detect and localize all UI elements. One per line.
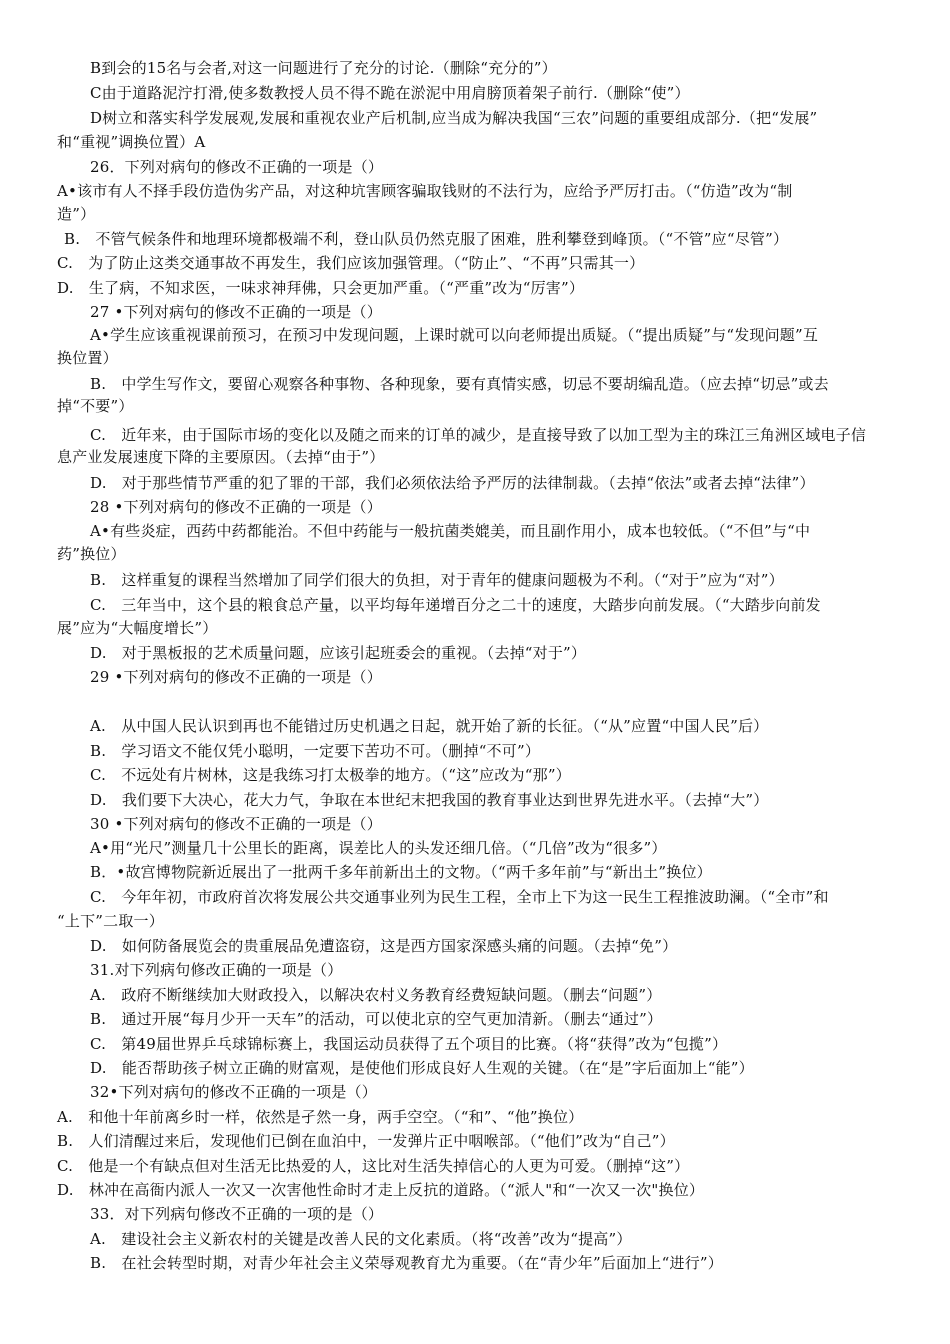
text-line: D. 对于黑板报的艺术质量问题，应该引起班委会的重视。（去掉“对于”） (90, 644, 587, 662)
text-line: C. 他是一个有缺点但对生活无比热爱的人，这比对生活失掉信心的人更为可爱。（删掉“这”） (57, 1157, 690, 1175)
text-line: 药”换位） (57, 545, 126, 563)
text-line: D树立和落实科学发展观,发展和重视农业产后机制,应当成为解决我国“三农”问题的重要组成部分.（把“发展” (90, 109, 818, 127)
text-line: “上下”二取一） (57, 912, 164, 930)
text-line: C. 为了防止这类交通事故不再发生，我们应该加强管理。（“防止”、“不再”只需其一） (57, 254, 645, 272)
question-heading: 28 •下列对病句的修改不正确的一项是（） (90, 498, 382, 516)
text-line: A•有些炎症，西药中药都能治。不但中药能与一般抗菌类媲美，而且副作用小，成本也较低。（“不但”与“中 (90, 522, 811, 540)
question-heading: 31.对下列病句修改正确的一项是（） (90, 961, 343, 979)
text-line: A. 和他十年前离乡时一样，依然是孑然一身，两手空空。（“和”、“他”换位） (57, 1108, 584, 1126)
text-line: D. 生了病，不知求医，一味求神拜佛，只会更加严重。（“严重”改为“厉害”） (57, 279, 585, 297)
text-line: 息产业发展速度下降的主要原因。（去掉“由于”） (57, 448, 385, 466)
text-line: C. 今年年初，市政府首次将发展公共交通事业列为民生工程，全市上下为这一民生工程推波助澜。（“全市”和 (90, 888, 829, 906)
text-line: A•用“光尺”测量几十公里长的距离，误差比人的头发还细几倍。（“几倍”改为“很多”） (90, 839, 667, 857)
text-line: B. 学习语文不能仅凭小聪明，一定要下苦功不可。（删掉“不可”） (90, 742, 541, 760)
text-line: B．•故宫博物院新近展出了一批两千多年前新出土的文物。（“两千多年前”与“新出土”换位） (90, 863, 712, 881)
text-line: C. 三年当中，这个县的粮食总产量，以平均每年递增百分之二十的速度，大踏步向前发展。（“大踏步向前发 (90, 596, 821, 614)
text-line: C由于道路泥泞打滑,使多数教授人员不得不跪在淤泥中用肩膀顶着架子前行.（删除“使”） (90, 84, 690, 102)
text-line: A. 从中国人民认识到再也不能错过历史机遇之日起，就开始了新的长征。（“从”应置“中国人民”后） (90, 717, 769, 735)
text-line: B. 不管气候条件和地理环境都极端不利，登山队员仍然克服了困难，胜利攀登到峰顶。（“不管”应“尽管”） (64, 230, 789, 248)
question-heading: 27 •下列对病句的修改不正确的一项是（） (90, 303, 382, 321)
question-heading: 29 •下列对病句的修改不正确的一项是（） (90, 668, 382, 686)
text-line: 掉“不要”） (57, 397, 134, 415)
text-line: D. 我们要下大决心，花大力气，争取在本世纪末把我国的教育事业达到世界先进水平。（去掉“大”） (90, 791, 769, 809)
text-line: B. 中学生写作文，要留心观察各种事物、各种现象，要有真情实感，切忌不要胡编乱造。（应去掉“切忌”或去 (90, 375, 829, 393)
question-heading: 26．下列对病句的修改不正确的一项是（） (90, 158, 384, 176)
text-line: 和“重视”调换位置）A (57, 133, 206, 151)
text-line: D. 能否帮助孩子树立正确的财富观，是使他们形成良好人生观的关键。（在“是”字后面加上“能”） (90, 1059, 754, 1077)
text-line: C. 第49届世界乒乓球锦标赛上，我国运动员获得了五个项目的比赛。（将“获得”改为“包揽”） (90, 1035, 728, 1053)
text-line: A. 政府不断继续加大财政投入，以解决农村义务教育经费短缺问题。（删去“问题”） (90, 986, 662, 1004)
text-line: C. 不远处有片树林，这是我练习打太极拳的地方。（“这”应改为“那”） (90, 766, 571, 784)
question-heading: 33．对下列病句修改不正确的一项的是（） (90, 1205, 384, 1223)
text-line: C. 近年来，由于国际市场的变化以及随之而来的订单的减少，是直接导致了以加工型为主的珠江三角洲区域电子信 (90, 426, 867, 444)
question-heading: 32•下列对病句的修改不正确的一项是（） (90, 1083, 377, 1101)
text-line: 造”） (57, 205, 96, 223)
text-line: A•该市有人不择手段仿造伪劣产品，对这种坑害顾客骗取钱财的不法行为，应给予严厉打击。（“仿造”改为“制 (57, 182, 793, 200)
text-line: A•学生应该重视课前预习，在预习中发现问题，上课时就可以向老师提出质疑。（“提出质疑”与“发现问题”互 (90, 326, 819, 344)
text-line: D. 对于那些情节严重的犯了罪的干部，我们必须依法给予严厉的法律制裁。（去掉“依法”或者去掉“法律”） (90, 474, 815, 492)
text-line: 展”应为“大幅度增长”） (57, 619, 218, 637)
text-line: B. 人们清醒过来后，发现他们已倒在血泊中，一发弹片正中咽喉部。（“他们”改为“自己”） (57, 1132, 675, 1150)
text-line: A. 建设社会主义新农村的关键是改善人民的文化素质。（将“改善”改为“提高”） (90, 1230, 632, 1248)
text-line: B. 通过开展“每月少开一天车”的活动，可以使北京的空气更加清新。（删去“通过”） (90, 1010, 663, 1028)
text-line: B到会的15名与会者,对这一问题进行了充分的讨论.（删除“充分的”） (90, 59, 557, 77)
question-heading: 30 •下列对病句的修改不正确的一项是（） (90, 815, 382, 833)
text-line: 换位置） (57, 349, 118, 367)
text-line: D. 如何防备展览会的贵重展品免遭盗窃，这是西方国家深感头痛的问题。（去掉“免”） (90, 937, 678, 955)
text-line: D. 林冲在高衙内派人一次又一次害他性命时才走上反抗的道路。（“派人"和“一次又一次"换位） (57, 1181, 705, 1199)
text-line: B. 在社会转型时期，对青少年社会主义荣辱观教育尤为重要。（在“青少年”后面加上“进行”） (90, 1254, 723, 1272)
text-line: B. 这样重复的课程当然增加了同学们很大的负担，对于青年的健康问题极为不利。（“对于”应为“对”） (90, 571, 784, 589)
